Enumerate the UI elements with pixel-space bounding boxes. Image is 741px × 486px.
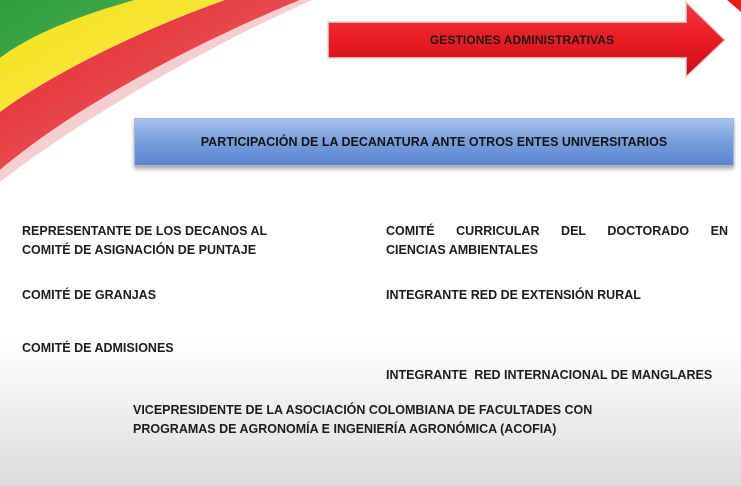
flag-swoosh-decoration (0, 0, 330, 200)
banner-title: PARTICIPACIÓN DE LA DECANATURA ANTE OTROS ENTES UNIVERSITARIOS (200, 135, 668, 149)
header-arrow (322, 0, 741, 80)
list-item-line: INTEGRANTE RED INTERNACIONAL DE MANGLARES (386, 368, 713, 382)
list-item-line: COMITÉ CURRICULAR DEL DOCTORADO EN (386, 224, 728, 238)
list-item (133, 401, 653, 439)
list-item (22, 222, 322, 260)
list-item-line: COMITÉ DE ADMISIONES (22, 341, 174, 355)
list-item (386, 286, 731, 305)
list-item-line: VICEPRESIDENTE DE LA ASOCIACIÓN COLOMBIANA DE FACULTADES CON (133, 403, 593, 417)
list-item (22, 339, 322, 358)
list-item (22, 286, 322, 305)
section-banner (134, 118, 734, 166)
list-item-line: PROGRAMAS DE AGRONOMÍA E INGENIERÍA AGRONÓMICA (ACOFIA) (133, 422, 557, 436)
list-item-line: COMITÉ DE GRANJAS (22, 288, 157, 302)
list-item-line: CIENCIAS AMBIENTALES (386, 243, 539, 257)
list-item-line: COMITÉ DE ASIGNACIÓN DE PUNTAJE (22, 243, 257, 257)
list-item-line: REPRESENTANTE DE LOS DECANOS AL (22, 224, 268, 238)
list-item (386, 222, 728, 260)
list-item-line: INTEGRANTE RED DE EXTENSIÓN RURAL (386, 288, 641, 302)
arrow-label: GESTIONES ADMINISTRATIVAS (429, 33, 615, 47)
